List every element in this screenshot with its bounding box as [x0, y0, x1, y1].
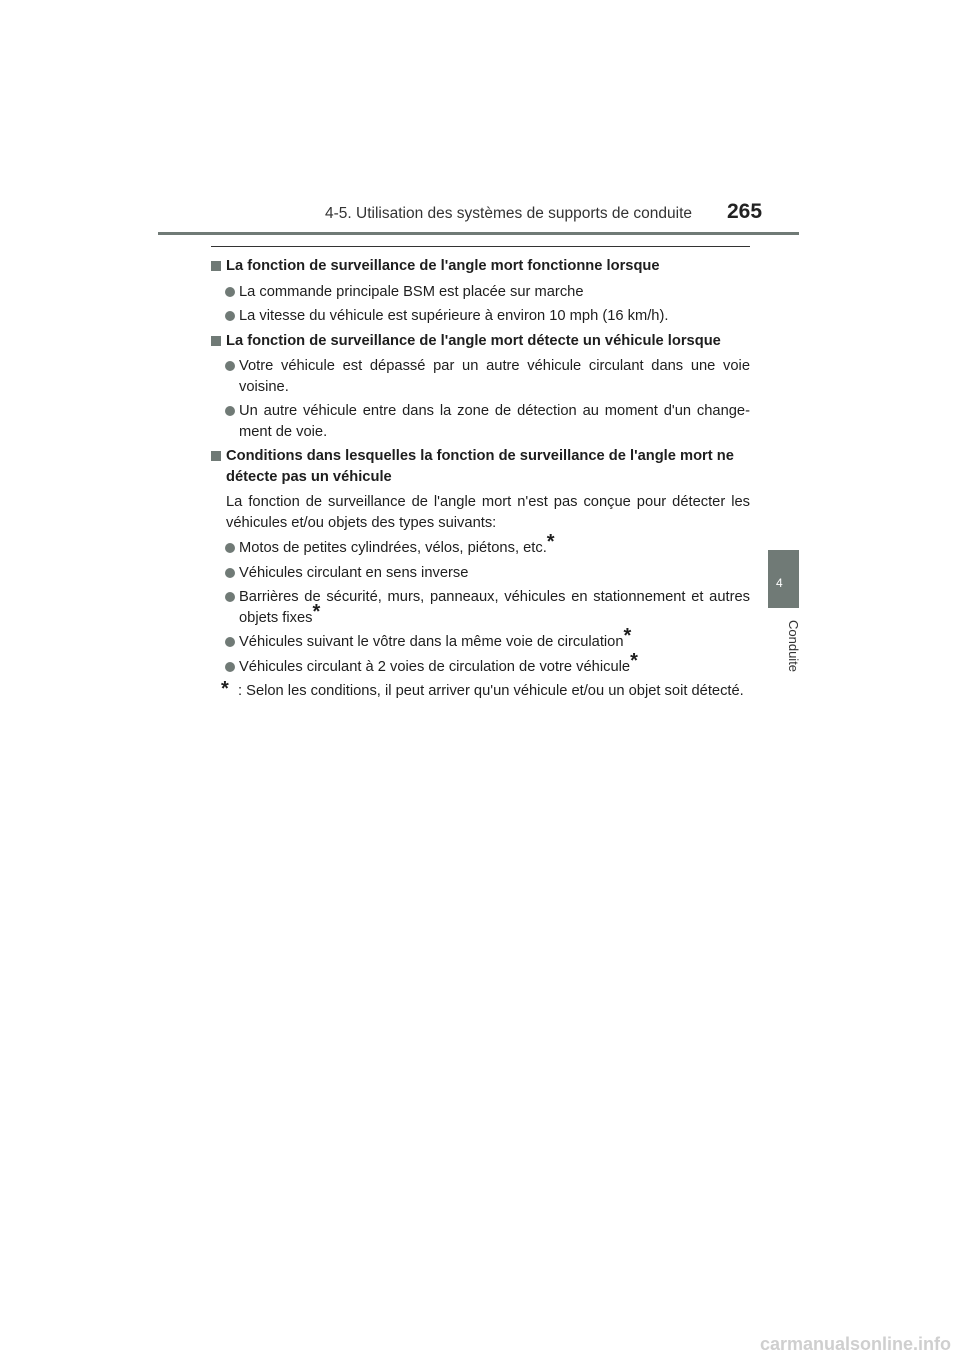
list-item	[211, 356, 750, 397]
circle-bullet-icon	[225, 406, 235, 416]
list-item	[211, 587, 750, 628]
circle-bullet-icon	[225, 662, 235, 672]
footnote-asterisk: *	[630, 649, 638, 672]
item-text: Un autre véhicule entre dans la zone de détection au moment d'un change-ment de voie.	[239, 403, 750, 440]
section-heading	[211, 446, 750, 487]
heading-text: Conditions dans lesquelles la fonction de surveillance de l'angle mort ne détecte pas un véhicule	[226, 448, 734, 485]
circle-bullet-icon	[225, 568, 235, 578]
page-content	[211, 256, 750, 702]
item-text: Véhicules circulant en sens inverse	[239, 564, 469, 581]
heading-text: La fonction de surveillance de l'angle mort fonctionne lorsque	[226, 258, 660, 274]
item-text: La vitesse du véhicule est supérieure à environ 10 mph (16 km/h).	[239, 308, 669, 324]
section-title: 4-5. Utilisation des systèmes de supports de conduite	[325, 205, 693, 222]
square-bullet-icon	[211, 336, 221, 346]
header-rule	[158, 232, 799, 235]
footnote	[211, 678, 750, 702]
list-item	[211, 625, 750, 653]
circle-bullet-icon	[225, 637, 235, 647]
list-item	[211, 282, 750, 303]
circle-bullet-icon	[225, 592, 235, 602]
chapter-number: 4	[776, 576, 783, 590]
item-text: Véhicules circulant à 2 voies de circulation de votre véhicule	[239, 658, 631, 675]
footnote-asterisk: *	[312, 600, 321, 623]
circle-bullet-icon	[225, 543, 235, 553]
footnote-text: : Selon les conditions, il peut arriver qu'un véhicule et/ou un objet soit détecté.	[238, 683, 744, 699]
item-text: Véhicules suivant le vôtre dans la même voie de circulation	[239, 634, 624, 650]
content-rule	[211, 246, 750, 247]
item-text: Votre véhicule est dépassé par un autre véhicule circulant dans une voie voisine.	[239, 358, 750, 395]
list-item	[211, 563, 750, 584]
item-text: Motos de petites cylindrées, vélos, piétons, etc.	[239, 540, 547, 556]
heading-text: La fonction de surveillance de l'angle mort détecte un véhicule lorsque	[226, 332, 721, 349]
footnote-asterisk: *	[623, 625, 632, 647]
item-text: Barrières de sécurité, murs, panneaux, véhicules en stationnement et autres objets fixes	[239, 589, 750, 626]
section-intro: La fonction de surveillance de l'angle mort n'est pas conçue pour détecter les véhicules et/ou objets des types suivants:	[226, 494, 750, 531]
footnote-asterisk: *	[546, 531, 555, 553]
page-number: 265	[727, 200, 763, 223]
chapter-label: Conduite	[786, 620, 801, 673]
watermark: carmanualsonline.info	[760, 1334, 952, 1354]
list-item	[211, 649, 750, 678]
section-heading	[211, 331, 750, 352]
circle-bullet-icon	[225, 311, 235, 321]
item-text: La commande principale BSM est placée sur marche	[239, 283, 584, 300]
circle-bullet-icon	[225, 361, 235, 371]
footnote-marker: *	[221, 678, 229, 700]
section-heading	[211, 256, 750, 277]
list-item	[211, 531, 750, 559]
square-bullet-icon	[211, 451, 221, 461]
circle-bullet-icon	[225, 287, 235, 297]
list-item	[211, 306, 750, 327]
chapter-tab	[768, 550, 799, 608]
list-item	[211, 401, 750, 442]
square-bullet-icon	[211, 261, 221, 271]
